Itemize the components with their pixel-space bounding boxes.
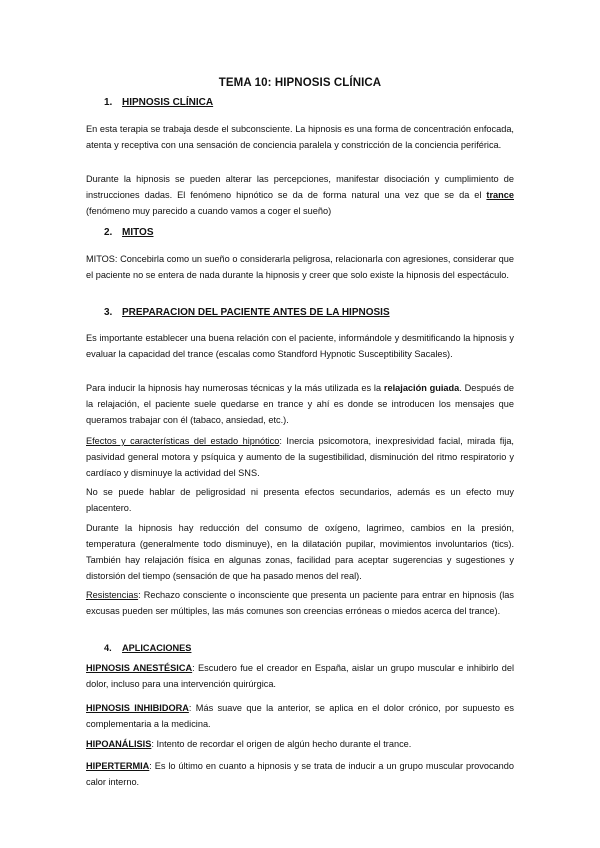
text-span: : Es lo último en cuanto a hipnosis y se trata de inducir a un grupo muscular provocando calor interno.	[86, 761, 514, 787]
list-item	[86, 736, 514, 752]
section-title: APLICACIONES	[122, 643, 192, 653]
section-number: 3.	[104, 307, 113, 318]
section-heading-4	[104, 643, 191, 653]
list-item	[86, 758, 514, 790]
section-number: 2.	[104, 227, 113, 238]
emphasis-text: trance	[486, 190, 514, 200]
item-term: HIPERTERMIA	[86, 761, 150, 771]
page-title: TEMA 10: HIPNOSIS CLÍNICA	[218, 77, 382, 89]
text-span: Para inducir la hipnosis hay numerosas técnicas y la más utilizada es la	[86, 383, 384, 393]
paragraph: MITOS: Concebirla como un sueño o considerarla peligrosa, relacionarla con agresiones, considerar que el paciente no se entera de nada durante la hipnosis y creer que solo existe la hipnosis del espectáculo.	[86, 254, 514, 280]
section-heading-3	[104, 307, 390, 318]
text-span: : Más suave que la anterior, se aplica en el dolor crónico, por supuesto es complementaria a la medicina.	[86, 703, 514, 729]
paragraph	[86, 433, 514, 481]
paragraph	[86, 380, 514, 428]
list-item	[86, 700, 514, 732]
paragraph: No se puede hablar de peligrosidad ni presenta efectos secundarios, además es un efecto muy placentero.	[86, 487, 514, 513]
section-number: 4.	[104, 643, 112, 653]
section-heading-1	[104, 97, 213, 108]
item-term: HIPOANÁLISIS	[86, 739, 152, 749]
section-heading-2	[104, 227, 153, 238]
section-title: MITOS	[122, 227, 154, 238]
item-term: HIPNOSIS INHIBIDORA	[86, 703, 189, 713]
section-title: PREPARACION DEL PACIENTE ANTES DE LA HIPNOSIS	[122, 307, 390, 318]
section-title: HIPNOSIS CLÍNICA	[122, 97, 214, 108]
section-number: 1.	[104, 97, 113, 108]
list-item	[86, 660, 514, 692]
paragraph: Es importante establecer una buena relación con el paciente, informándole y desmitificando la hipnosis y evaluar la capacidad del trance (escalas como Standford Hypnotic Susceptibility Sacales).	[86, 333, 514, 359]
emphasis-text: relajación guiada	[383, 383, 460, 393]
paragraph: En esta terapia se trabaja desde el subconsciente. La hipnosis es una forma de concentración enfocada, atenta y receptiva con una sensación de conciencia paralela y constricción de la conciencia periférica.	[86, 124, 514, 150]
paragraph	[86, 171, 514, 219]
item-term: HIPNOSIS ANESTÉSICA	[86, 663, 193, 673]
text-span: : Intento de recordar el origen de algún hecho durante el trance.	[151, 739, 412, 749]
paragraph: Durante la hipnosis hay reducción del consumo de oxígeno, lagrimeo, cambios en la presión, temperatura (generalmente todo disminuye), en la dilatación pupilar, movimientos involuntarios (tics). También hay relajación física en algunas zonas, facilidad para aceptar sugerencias y sugestiones y distorsión del tiempo (sensación de que ha pasado menos del real).	[86, 523, 514, 581]
underlined-term: Resistencias	[86, 590, 139, 600]
paragraph	[86, 587, 514, 619]
text-span: (fenómeno muy parecido a cuando vamos a coger el sueño)	[86, 206, 332, 216]
text-span: . Después de la relajación, el paciente suele quedarse en trance y ahí es donde se introducen los mensajes que queramos trabajar con él (tabaco, ansiedad, etc.).	[86, 383, 514, 425]
text-span: : Rechazo consciente o inconsciente que presenta un paciente para entrar en hipnosis (las excusas pueden ser múltiples, las más comunes son creencias erróneas o miedos acerca del trance).	[86, 590, 514, 616]
text-span: : Inercia psicomotora, inexpresividad facial, mirada fija, pasividad general motora y psíquica y aumento de la sugestibilidad, disminución del ritmo respiratorio y cardíaco y disminuye la actividad del SNS.	[86, 436, 514, 478]
text-span: : Escudero fue el creador en España, aislar un grupo muscular e inhibirlo del dolor, incluso para una intervención quirúrgica.	[86, 663, 514, 689]
text-span: Durante la hipnosis se pueden alterar las percepciones, manifestar disociación y cumplimiento de instrucciones dadas. El fenómeno hipnótico se da de forma natural una vez que se da el	[86, 174, 514, 200]
underlined-term: Efectos y características del estado hipnótico	[86, 436, 280, 446]
